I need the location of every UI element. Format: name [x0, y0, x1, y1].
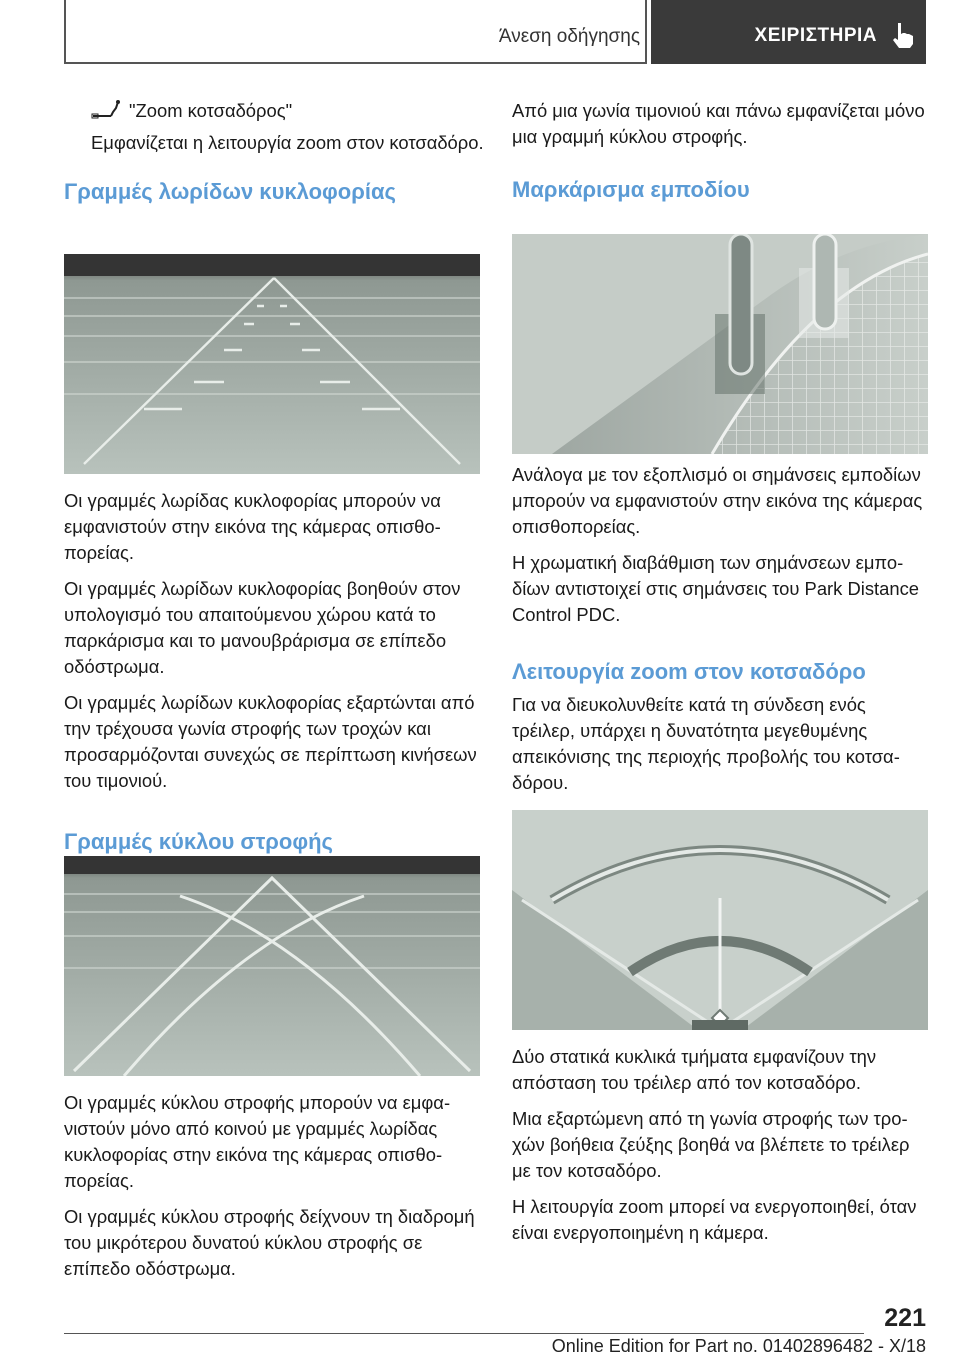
lanes-paragraph-1: Οι γραμμές λωρίδας κυκλοφορίας μπορούν να εμφανιστούν στην εικόνα της κάμερας οπισθοπορείας.	[64, 490, 441, 563]
zoom-option-desc: Εμφανίζεται η λειτουργία zoom στον κοτσαδόρο.	[91, 132, 484, 153]
obstacle-paragraph-1: Ανάλογα με τον εξοπλισμό οι σημάνσεις εμποδίων μπορούν να εμφανιστούν στην εικόνα της κάμερας οπισθοπορείας.	[512, 464, 923, 537]
chapter-tab	[651, 0, 926, 64]
turning-circle-text	[64, 1090, 484, 1292]
zoom-paragraph-3: Μια εξαρτώμενη από τη γωνία στροφής των τροχών βοήθεια ζεύξης βοηθά να βλέπετε το τρέιλερ με τον κοτσαδόρο.	[512, 1108, 910, 1181]
turn-paragraph-3: Από μια γωνία τιμονιού και πάνω εμφανίζεται μόνο μια γραμμή κύκλου στροφής.	[512, 100, 925, 147]
obstacle-text	[512, 462, 932, 806]
left-column	[64, 98, 484, 206]
page-number: 221	[884, 1304, 926, 1332]
lanes-paragraph-3: Οι γραμμές λωρίδων κυκλοφορίας εξαρτώνται από την τρέχουσα γωνία στροφής των τροχών και προσαρμόζονται συνεχώς σε περίπτωση κινήσεων του τιμονιού.	[64, 692, 477, 791]
right-column-top	[512, 98, 932, 204]
obstacle-marking-figure	[512, 234, 928, 454]
chapter-title: ΧΕΙΡΙΣΤΗΡΙΑ	[754, 25, 877, 46]
heading-hitch-zoom: Λειτουργία zoom στον κοτσαδόρο	[512, 659, 866, 684]
heading-turning-circle: Γραμμές κύκλου στροφής	[64, 829, 333, 854]
heading-lane-lines: Γραμμές λωρίδων κυκλοφορίας	[64, 179, 396, 204]
zoom-option-label: "Zoom κοτσαδόρος"	[129, 100, 293, 121]
zoom-paragraph-1: Για να διευκολυνθείτε κατά τη σύνδεση ενός τρέιλερ, υπάρχει η δυνατότητα μεγεθυμένης απεικόνισης της περιοχής προβολής του κοτσαδόρου.	[512, 694, 900, 793]
zoom-paragraph-4: Η λειτουργία zoom μπορεί να ενεργοποιηθεί, όταν είναι ενεργοποιημένη η κάμερα.	[512, 1196, 917, 1243]
turning-circle-figure	[64, 856, 480, 1076]
hitch-zoom-text	[512, 1044, 932, 1256]
lane-lines-text	[64, 488, 484, 856]
section-title: Άνεση οδήγησης	[498, 26, 640, 47]
hitch-zoom-figure	[512, 810, 928, 1030]
footer-divider	[64, 1333, 864, 1334]
edition-line: Online Edition for Part no. 01402896482 - X/18	[551, 1336, 926, 1356]
lanes-paragraph-2: Οι γραμμές λωρίδων κυκλοφορίας βοηθούν στον υπολογισμό του απαιτούμενου χώρου κατά το παρκάρισμα και το μανουβράρισμα σε επίπεδο οδόστρωμα.	[64, 578, 461, 677]
lane-lines-figure	[64, 254, 480, 474]
turn-paragraph-2: Οι γραμμές κύκλου στροφής δείχνουν τη διαδρομή του μικρότερου δυνατού κύκλου στροφής σε επίπεδο οδόστρωμα.	[64, 1206, 475, 1279]
heading-obstacle-marking: Μαρκάρισμα εμποδίου	[512, 177, 750, 202]
turn-paragraph-1: Οι γραμμές κύκλου στροφής μπορούν να εμφανιστούν μόνο από κοινού με γραμμές λωρίδας κυκλοφορίας στην εικόνα της κάμερας οπισθοπορείας.	[64, 1092, 451, 1191]
hand-pointer-icon	[888, 20, 918, 50]
obstacle-paragraph-2: Η χρωματική διαβάθμιση των σημάνσεων εμποδίων αντιστοιχεί στις σημάνσεις του Park Distance Control PDC.	[512, 552, 920, 625]
zoom-paragraph-2: Δύο στατικά κυκλικά τμήματα εμφανίζουν την απόσταση του τρέιλερ από τον κοτσαδόρο.	[512, 1046, 877, 1093]
trailer-hitch-icon	[91, 99, 121, 119]
